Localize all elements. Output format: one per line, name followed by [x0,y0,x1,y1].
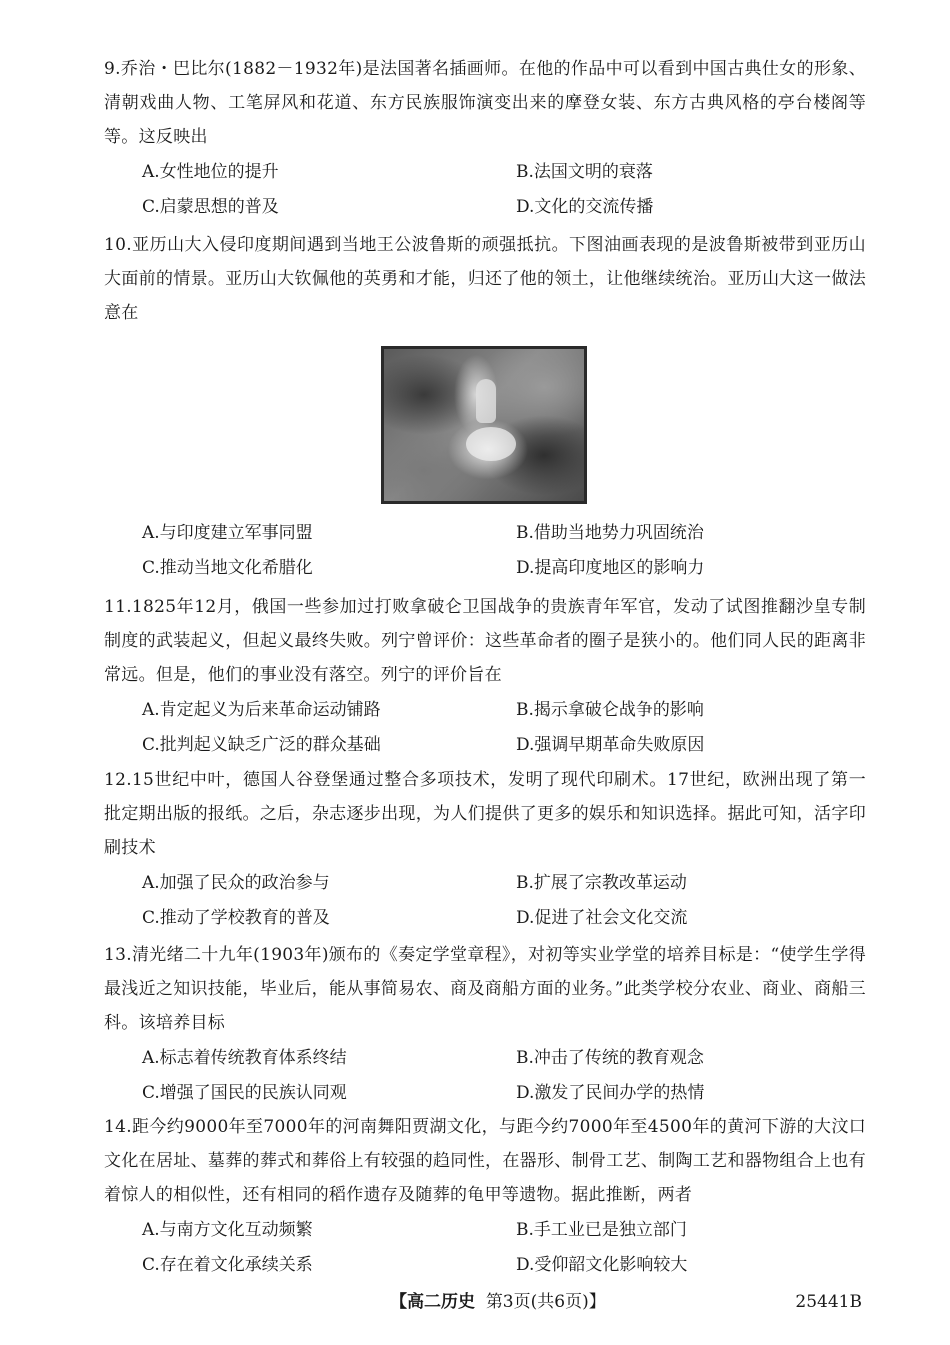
footer-page-info: 第3页(共6页)】 [485,1292,606,1312]
option-c: C.推动当地文化希腊化 [142,558,313,578]
painting-figure [476,379,496,423]
option-d: D.强调早期革命失败原因 [516,735,705,755]
question-14 [104,1110,866,1283]
option-c: C.批判起义缺乏广泛的群众基础 [142,735,381,755]
options [104,516,866,586]
option-d: D.受仰韶文化影响较大 [516,1255,688,1275]
question-12 [104,763,866,936]
option-a: A.加强了民众的政治参与 [142,873,330,893]
option-b: B.揭示拿破仑战争的影响 [516,700,704,720]
option-c: C.推动了学校教育的普及 [142,908,330,928]
option-d: D.文化的交流传播 [516,197,654,217]
oil-painting-image [381,346,587,504]
option-b: B.法国文明的衰落 [516,162,653,182]
question-stem: 11.1825年12月，俄国一些参加过打败拿破仑卫国战争的贵族青年军官，发动了试图推翻沙皇专制制度的武装起义，但起义最终失败。列宁曾评价：这些革命者的圈子是狭小的。他们同人民的距离非常远。但是，他们的事业没有落空。列宁的评价旨在 [104,597,866,685]
page-footer [0,1287,950,1317]
option-b: B.手工业已是独立部门 [516,1220,687,1240]
question-stem: 9.乔治・巴比尔(1882－1932年)是法国著名插画师。在他的作品中可以看到中国古典仕女的形象、清朝戏曲人物、工笔屏风和花道、东方民族服饰演变出来的摩登女装、东方古典风格的亭台楼阁等等。这反映出 [104,59,866,147]
option-b: B.借助当地势力巩固统治 [516,523,704,543]
option-d: D.促进了社会文化交流 [516,908,688,928]
option-a: A.标志着传统教育体系终结 [142,1048,347,1068]
option-d: D.提高印度地区的影响力 [516,558,705,578]
option-c: C.启蒙思想的普及 [142,197,279,217]
options [104,1041,866,1111]
question-10 [104,228,866,586]
option-b: B.冲击了传统的教育观念 [516,1048,704,1068]
question-13 [104,938,866,1111]
option-c: C.存在着文化承续关系 [142,1255,313,1275]
option-c: C.增强了国民的民族认同观 [142,1083,347,1103]
option-d: D.激发了民间办学的热情 [516,1083,705,1103]
footer-subject: 【高二历史 [390,1292,475,1312]
question-9 [104,52,866,225]
question-11 [104,590,866,763]
footer-code: 25441B [795,1292,862,1312]
option-a: A.肯定起义为后来革命运动铺路 [142,700,381,720]
painting-horse [466,427,516,461]
option-a: A.女性地位的提升 [142,162,279,182]
options [104,693,866,763]
question-stem: 13.清光绪二十九年(1903年)颁布的《奏定学堂章程》，对初等实业学堂的培养目标是：“使学生学得最浅近之知识技能，毕业后，能从事简易农、商及商船方面的业务。”此类学校分农业、商业、商船三科。该培养目标 [104,945,866,1033]
footer-title [390,1287,606,1317]
option-b: B.扩展了宗教改革运动 [516,873,687,893]
option-a: A.与南方文化互动频繁 [142,1220,313,1240]
option-a: A.与印度建立军事同盟 [142,523,313,543]
options [104,1213,866,1283]
question-stem: 12.15世纪中叶，德国人谷登堡通过整合多项技术，发明了现代印刷术。17世纪，欧洲出现了第一批定期出版的报纸。之后，杂志逐步出现，为人们提供了更多的娱乐和知识选择。据此可知，活字印刷技术 [104,770,866,858]
options [104,155,866,225]
options [104,866,866,936]
question-stem: 10.亚历山大入侵印度期间遇到当地王公波鲁斯的顽强抵抗。下图油画表现的是波鲁斯被带到亚历山大面前的情景。亚历山大钦佩他的英勇和才能，归还了他的领土，让他继续统治。亚历山大这一做法意在 [104,235,866,323]
question-stem: 14.距今约9000年至7000年的河南舞阳贾湖文化，与距今约7000年至4500年的黄河下游的大汶口文化在居址、墓葬的葬式和葬俗上有较强的趋同性，在器形、制骨工艺、制陶工艺和器物组合上也有着惊人的相似性，还有相同的稻作遗存及随葬的龟甲等遗物。据此推断，两者 [104,1117,866,1205]
